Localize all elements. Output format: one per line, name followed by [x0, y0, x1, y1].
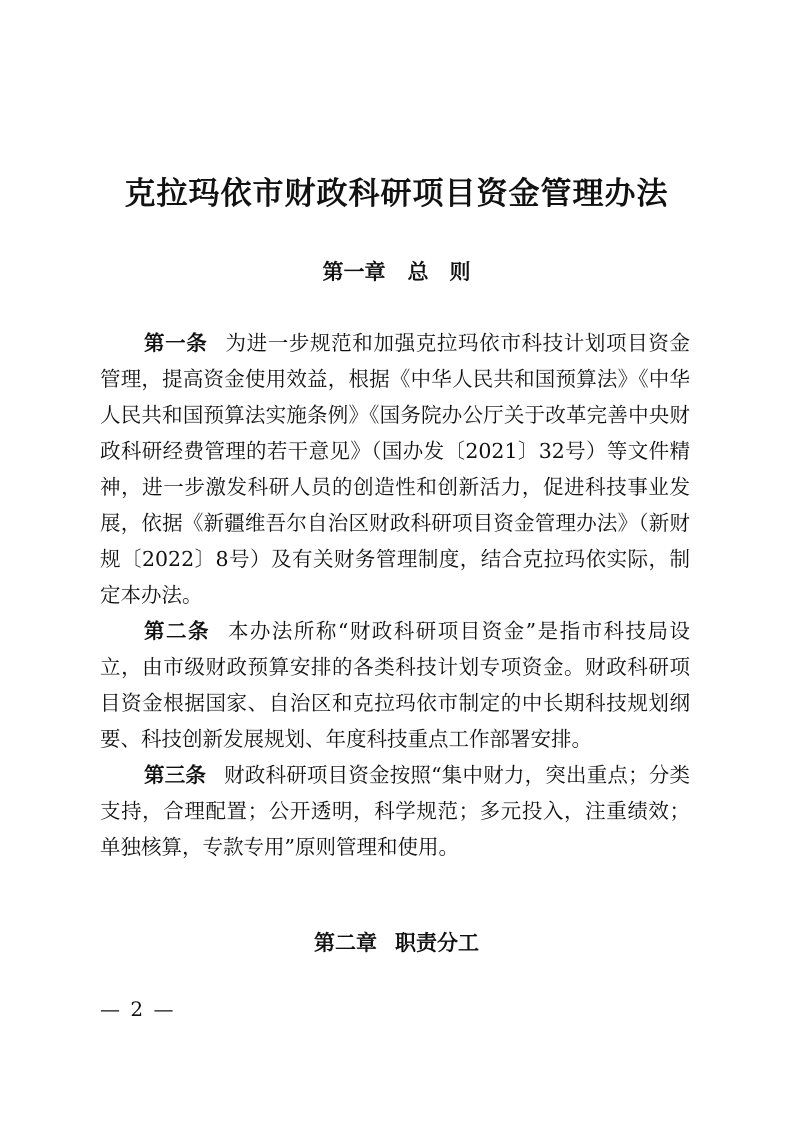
article-2	[100, 613, 690, 757]
chapter-1-name: 总 则	[407, 260, 471, 284]
chapter-1-body	[100, 325, 690, 865]
article-2-text: 本办法所称“财政科研项目资金”是指市科技局设立，由市级财政预算安排的各类科技计划专项资金。财政科研项目资金根据国家、自治区和克拉玛依市制定的中长期科技规划纲要、科技创新发展规划、年度科技重点工作部署安排。	[100, 619, 691, 751]
chapter-1-heading	[0, 256, 793, 286]
document-title: 克拉玛依市财政科研项目资金管理办法	[124, 176, 669, 212]
chapter-2-heading	[0, 927, 793, 957]
chapter-1-number: 第一章	[322, 260, 386, 284]
article-2-label: 第二条	[144, 619, 210, 643]
chapter-2-number: 第二章	[314, 931, 377, 955]
article-3-label: 第三条	[144, 763, 207, 787]
article-1	[100, 325, 690, 613]
article-1-label: 第一条	[144, 331, 208, 355]
chapter-2-name: 职责分工	[395, 931, 479, 955]
page-number: — 2 —	[100, 997, 176, 1021]
article-3-text: 财政科研项目资金按照“集中财力，突出重点；分类支持，合理配置；公开透明，科学规范；多元投入，注重绩效；单独核算，专款专用”原则管理和使用。	[100, 763, 691, 859]
article-3	[100, 757, 690, 865]
article-1-text: 为进一步规范和加强克拉玛依市科技计划项目资金管理，提高资金使用效益，根据《中华人民共和国预算法》《中华人民共和国预算法实施条例》《国务院办公厅关于改革完善中央财政科研经费管理的若干意见》（国办发〔2021〕32号）等文件精神，进一步激发科研人员的创造性和创新活力，促进科技事业发展，依据《新疆维吾尔自治区财政科研项目资金管理办法》（新财规〔2022〕8号）及有关财务管理制度，结合克拉玛依实际，制定本办法。	[100, 331, 690, 607]
